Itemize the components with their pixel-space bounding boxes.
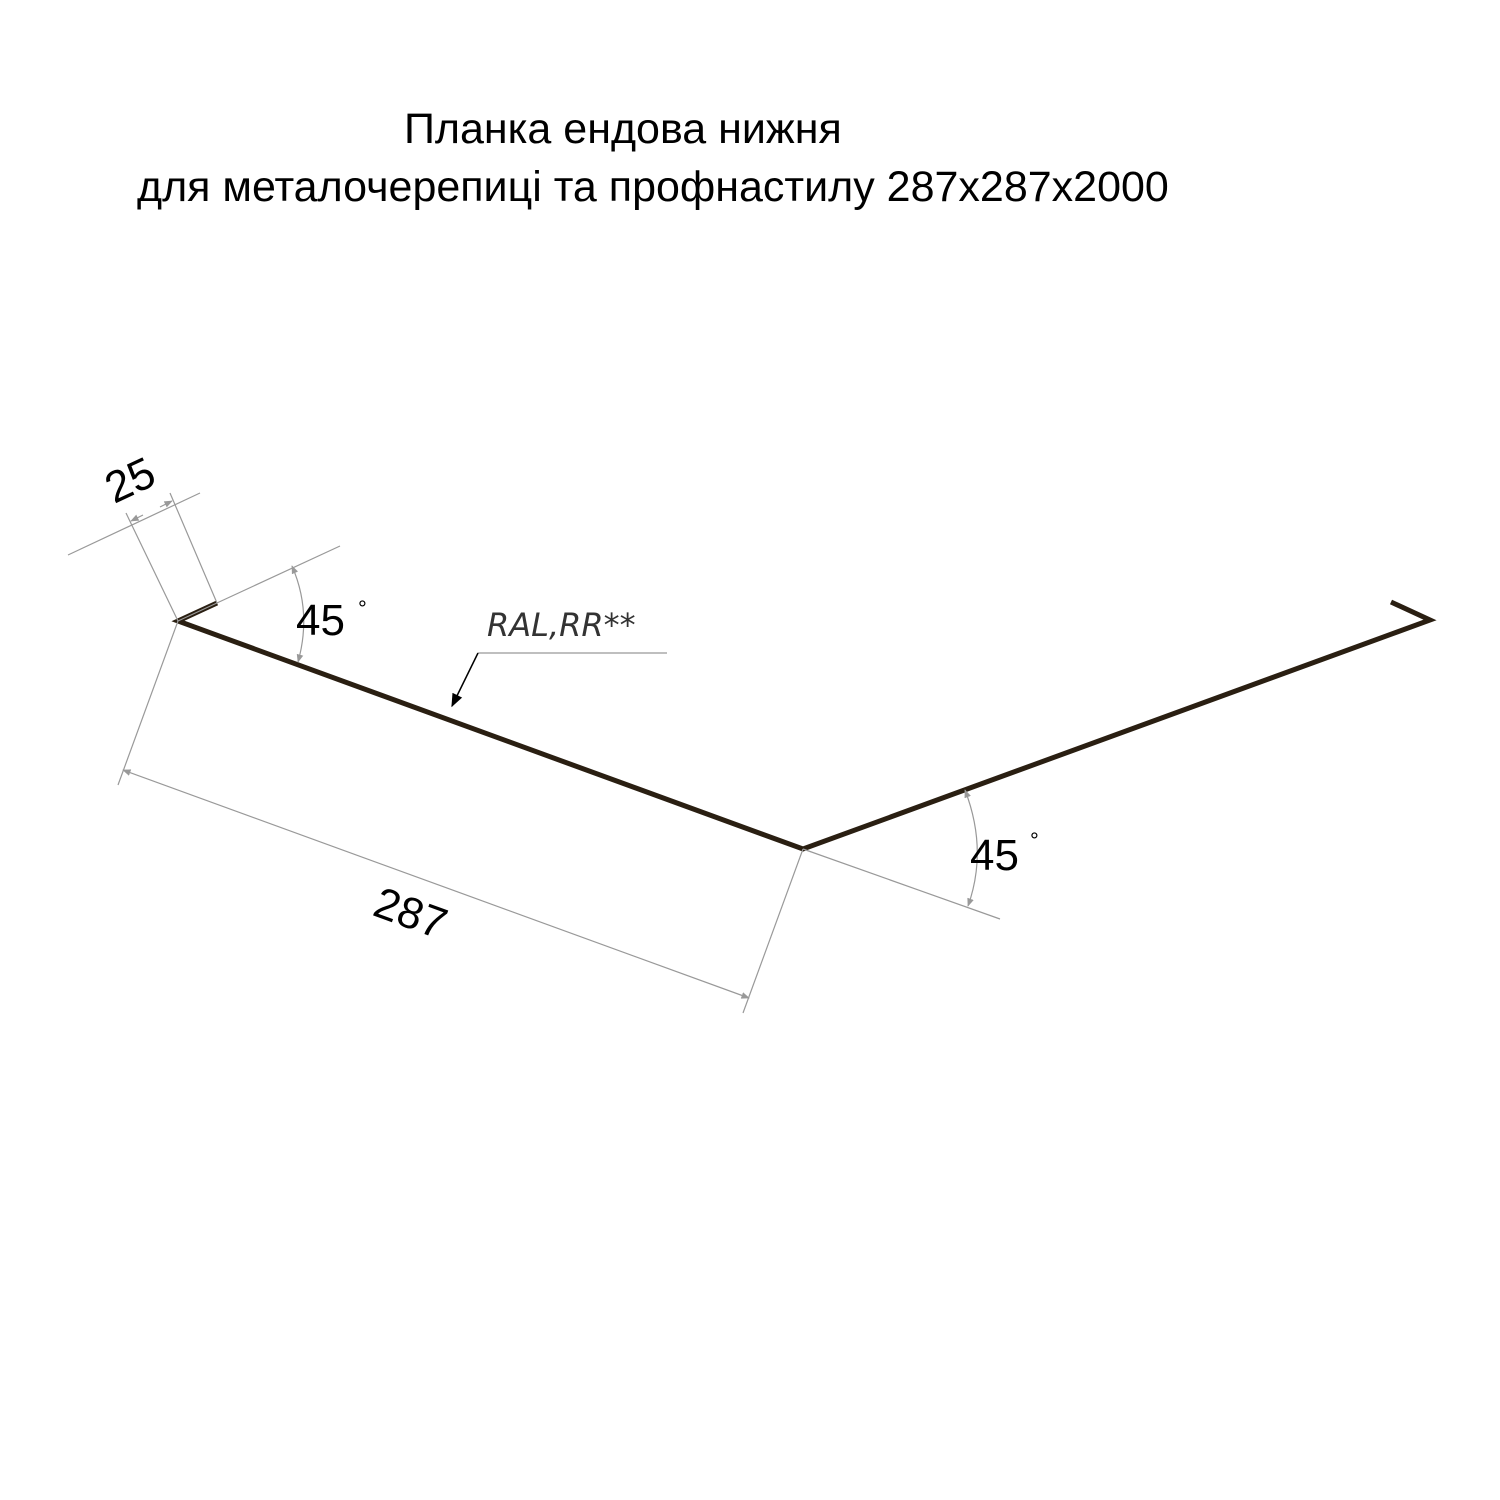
- flange-arrow-2: [160, 501, 172, 507]
- right-angle-degree-symbol: °: [1030, 828, 1039, 853]
- right-angle-label: 45: [970, 831, 1019, 880]
- title-line-1: Планка ендова нижня: [404, 105, 842, 153]
- profile-line: [178, 602, 1430, 849]
- flange-extension-line-2: [170, 493, 217, 603]
- flange-dimension-label: 25: [97, 447, 163, 514]
- right-angle-dimension: [803, 790, 1039, 919]
- left-angle-dimension: [178, 546, 367, 662]
- side-extension-line-2: [743, 849, 803, 1013]
- flange-extension-line-1: [126, 513, 178, 621]
- side-length-dimension: [118, 621, 803, 1013]
- title-line-2: для металочерепиці та профнастилу 287х287х2000: [137, 163, 1169, 211]
- flange-dimension: [68, 448, 217, 621]
- left-angle-label: 45: [296, 596, 345, 645]
- side-extension-line-1: [118, 621, 178, 785]
- side-length-label: 287: [367, 878, 454, 950]
- coating-note-label: RAL,RR**: [487, 606, 636, 644]
- coating-note-leader-arrow: [452, 653, 478, 706]
- left-angle-degree-symbol: °: [358, 596, 367, 621]
- profile-polyline: [178, 602, 1430, 849]
- side-dimension-line: [123, 770, 749, 998]
- coating-note: [452, 606, 667, 706]
